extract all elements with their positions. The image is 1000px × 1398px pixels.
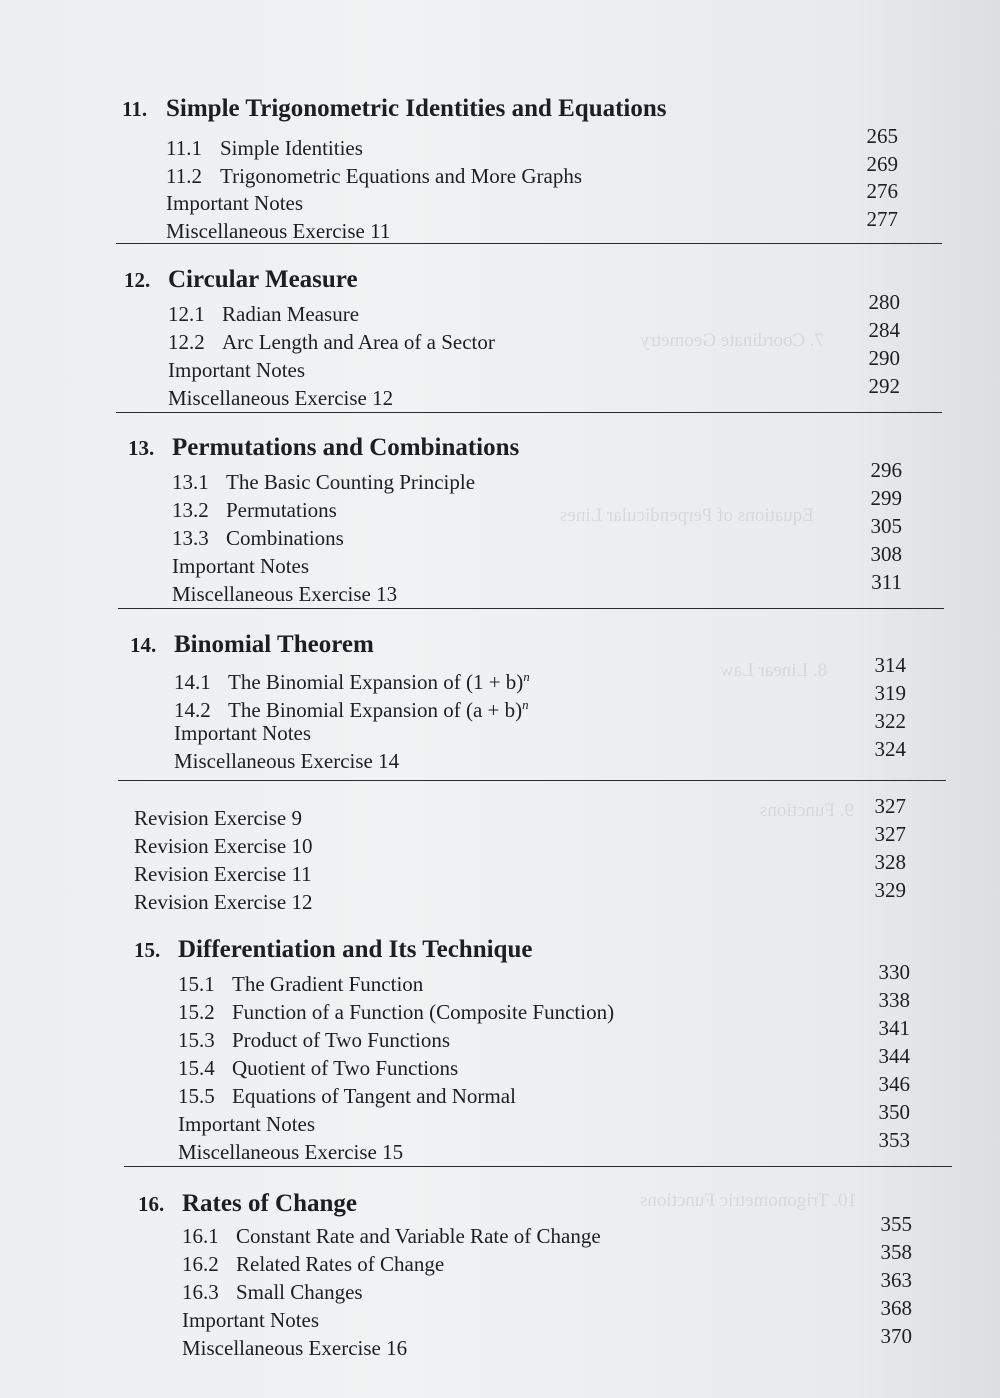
page-number: 324 — [874, 737, 906, 761]
show-through-text: 9. Functions — [760, 800, 854, 821]
entry-label: Simple Identities — [220, 136, 363, 160]
chapter-number: 11. — [122, 97, 148, 121]
toc-entry[interactable] — [168, 330, 495, 354]
toc-entry[interactable] — [182, 1224, 601, 1248]
entry-number: 16.2 — [182, 1252, 219, 1276]
toc-entry[interactable] — [168, 302, 359, 326]
chapter-title[interactable] — [134, 936, 532, 964]
chapter-title[interactable] — [138, 1190, 357, 1218]
chapter-number: 12. — [124, 268, 151, 292]
entry-label: Miscellaneous Exercise 14 — [174, 749, 400, 773]
entry-label: Miscellaneous Exercise 12 — [168, 386, 394, 410]
entry-number: 13.1 — [172, 470, 209, 494]
toc-entry[interactable] — [168, 358, 305, 382]
page-number: 341 — [878, 1016, 910, 1040]
page-number: 276 — [866, 179, 898, 203]
page-number: 355 — [880, 1212, 912, 1236]
entry-label: Important Notes — [166, 191, 304, 215]
chapter-title[interactable] — [122, 95, 667, 123]
entry-label: Arc Length and Area of a Sector — [222, 330, 495, 354]
page-number: 346 — [878, 1072, 910, 1096]
toc-entry[interactable] — [178, 972, 423, 996]
toc-entry[interactable] — [178, 1000, 614, 1024]
entry-label: Function of a Function (Composite Function) — [232, 1000, 615, 1024]
toc-entry[interactable] — [174, 693, 529, 722]
entry-label: The Binomial Expansion of (a + b) — [228, 698, 523, 722]
toc-entry[interactable] — [182, 1336, 407, 1360]
page-number: 311 — [871, 570, 902, 594]
toc-entry[interactable] — [172, 582, 397, 606]
entry-number: 14.1 — [174, 670, 211, 694]
toc-entry[interactable] — [134, 862, 312, 886]
toc-entry[interactable] — [134, 890, 312, 914]
chapter-title-text: Differentiation and Its Technique — [178, 936, 533, 963]
toc-entry[interactable] — [172, 526, 344, 550]
page-number: 330 — [878, 960, 910, 984]
entry-number: 13.3 — [172, 526, 209, 550]
entry-label: The Gradient Function — [232, 972, 424, 996]
page-number: 319 — [874, 681, 906, 705]
entry-label: Important Notes — [182, 1308, 320, 1332]
toc-entry[interactable] — [166, 219, 390, 243]
toc-entry[interactable] — [174, 665, 530, 694]
show-through-text: 10. Trigonometric Functions — [640, 1190, 857, 1211]
entry-number: 14.2 — [174, 698, 211, 722]
entry-label: Related Rates of Change — [236, 1252, 445, 1276]
entry-number: 12.1 — [168, 302, 205, 326]
page-number: 344 — [878, 1044, 910, 1068]
entry-label: The Binomial Expansion of (1 + b) — [228, 670, 524, 694]
chapter-number: 14. — [130, 633, 157, 657]
chapter-title[interactable] — [130, 631, 374, 659]
entry-label: Small Changes — [236, 1280, 363, 1304]
entry-exponent: n — [523, 669, 530, 684]
entry-label: Miscellaneous Exercise 13 — [172, 582, 398, 606]
show-through-text: Equations of Perpendicular Lines — [560, 505, 814, 526]
section-divider — [124, 1166, 952, 1167]
page-number: 277 — [866, 206, 898, 231]
entry-label: Combinations — [226, 526, 344, 550]
page-number: 308 — [870, 542, 902, 566]
page-number: 265 — [866, 124, 898, 148]
entry-label: Quotient of Two Functions — [232, 1056, 459, 1080]
page-number: 329 — [874, 878, 906, 902]
entry-number: 15.3 — [178, 1028, 215, 1052]
chapter-number: 13. — [128, 436, 155, 460]
page-number: 327 — [874, 822, 906, 846]
page-number: 368 — [880, 1296, 912, 1320]
page-number: 305 — [870, 514, 902, 538]
toc-entry[interactable] — [178, 1028, 450, 1052]
page-number: 327 — [874, 794, 906, 818]
toc-entry[interactable] — [168, 386, 393, 410]
page-number: 338 — [878, 988, 910, 1012]
chapter-number: 16. — [138, 1192, 165, 1216]
toc-entry[interactable] — [166, 136, 363, 160]
page-number: 358 — [880, 1240, 912, 1264]
page-number: 292 — [868, 374, 900, 398]
page-number: 296 — [870, 458, 902, 482]
entry-label: Important Notes — [178, 1112, 316, 1136]
page-number: 314 — [874, 653, 906, 677]
entry-number: 15.5 — [178, 1084, 215, 1108]
toc-entry[interactable] — [178, 1112, 315, 1136]
entry-number: 11.1 — [166, 136, 202, 160]
chapter-title-text: Binomial Theorem — [174, 631, 374, 658]
entry-label: Permutations — [226, 498, 337, 522]
entry-label: Revision Exercise 10 — [134, 834, 313, 858]
show-through-text: 7. Coordinate Geometry — [640, 330, 825, 351]
page-number: 363 — [880, 1268, 912, 1292]
chapter-title[interactable] — [128, 434, 519, 462]
entry-number: 12.2 — [168, 330, 205, 354]
entry-label: The Basic Counting Principle — [226, 470, 476, 494]
toc-entry[interactable] — [182, 1252, 444, 1276]
entry-label: Miscellaneous Exercise 16 — [182, 1336, 408, 1360]
entry-label: Product of Two Functions — [232, 1028, 451, 1052]
entry-label: Revision Exercise 12 — [134, 890, 313, 914]
entry-number: 13.2 — [172, 498, 209, 522]
page-number: 284 — [868, 318, 900, 342]
section-divider — [116, 243, 942, 244]
toc-entry[interactable] — [182, 1280, 363, 1304]
show-through-text: 8. Linear Law — [720, 660, 828, 681]
entry-label: Radian Measure — [222, 302, 360, 326]
entry-number: 16.3 — [182, 1280, 219, 1304]
entry-label: Revision Exercise 9 — [134, 806, 302, 830]
chapter-title[interactable] — [124, 266, 358, 294]
page-number: 350 — [878, 1100, 910, 1124]
chapter-title-text: Rates of Change — [182, 1190, 357, 1217]
entry-label: Equations of Tangent and Normal — [232, 1084, 516, 1108]
page-number: 353 — [878, 1128, 910, 1152]
entry-label: Revision Exercise 11 — [134, 862, 312, 886]
chapter-title-text: Simple Trigonometric Identities and Equations — [166, 95, 667, 122]
toc-entry[interactable] — [134, 834, 312, 858]
entry-number: 15.4 — [178, 1056, 215, 1080]
page-number: 280 — [868, 290, 900, 314]
toc-entry[interactable] — [174, 721, 311, 745]
toc-entry[interactable] — [178, 1084, 516, 1108]
toc-entry[interactable] — [182, 1308, 319, 1332]
entry-label: Important Notes — [174, 721, 312, 745]
page-number: 290 — [868, 346, 900, 370]
toc-entry[interactable] — [174, 749, 399, 773]
section-divider — [116, 412, 942, 413]
toc-entry[interactable] — [172, 470, 475, 494]
toc-entry[interactable] — [166, 164, 582, 188]
toc-entry[interactable] — [178, 1140, 403, 1164]
entry-label: Important Notes — [168, 358, 306, 382]
toc-entry[interactable] — [178, 1056, 458, 1080]
page-number: 328 — [874, 850, 906, 874]
toc-entry[interactable] — [134, 806, 302, 830]
chapter-number: 15. — [134, 938, 161, 962]
chapter-title-text: Circular Measure — [168, 266, 358, 293]
entry-number: 11.2 — [166, 163, 202, 188]
entry-number: 15.2 — [178, 1000, 215, 1024]
page-number: 370 — [880, 1324, 912, 1348]
entry-label: Miscellaneous Exercise 11 — [166, 218, 391, 243]
entry-number: 16.1 — [182, 1224, 219, 1248]
entry-number: 15.1 — [178, 972, 215, 996]
entry-label: Trigonometric Equations and More Graphs — [220, 163, 583, 188]
entry-label: Miscellaneous Exercise 15 — [178, 1140, 404, 1164]
toc-entry[interactable] — [172, 498, 337, 522]
section-divider — [118, 608, 944, 609]
section-divider — [118, 780, 946, 781]
page-number: 322 — [874, 709, 906, 733]
entry-label: Important Notes — [172, 554, 310, 578]
page-number: 299 — [870, 486, 902, 510]
chapter-title-text: Permutations and Combinations — [172, 434, 520, 461]
entry-label: Constant Rate and Variable Rate of Change — [236, 1224, 601, 1248]
toc-entry[interactable] — [172, 554, 309, 578]
page-number: 269 — [866, 151, 898, 176]
toc-entry[interactable] — [166, 191, 303, 215]
entry-exponent: n — [522, 697, 529, 712]
